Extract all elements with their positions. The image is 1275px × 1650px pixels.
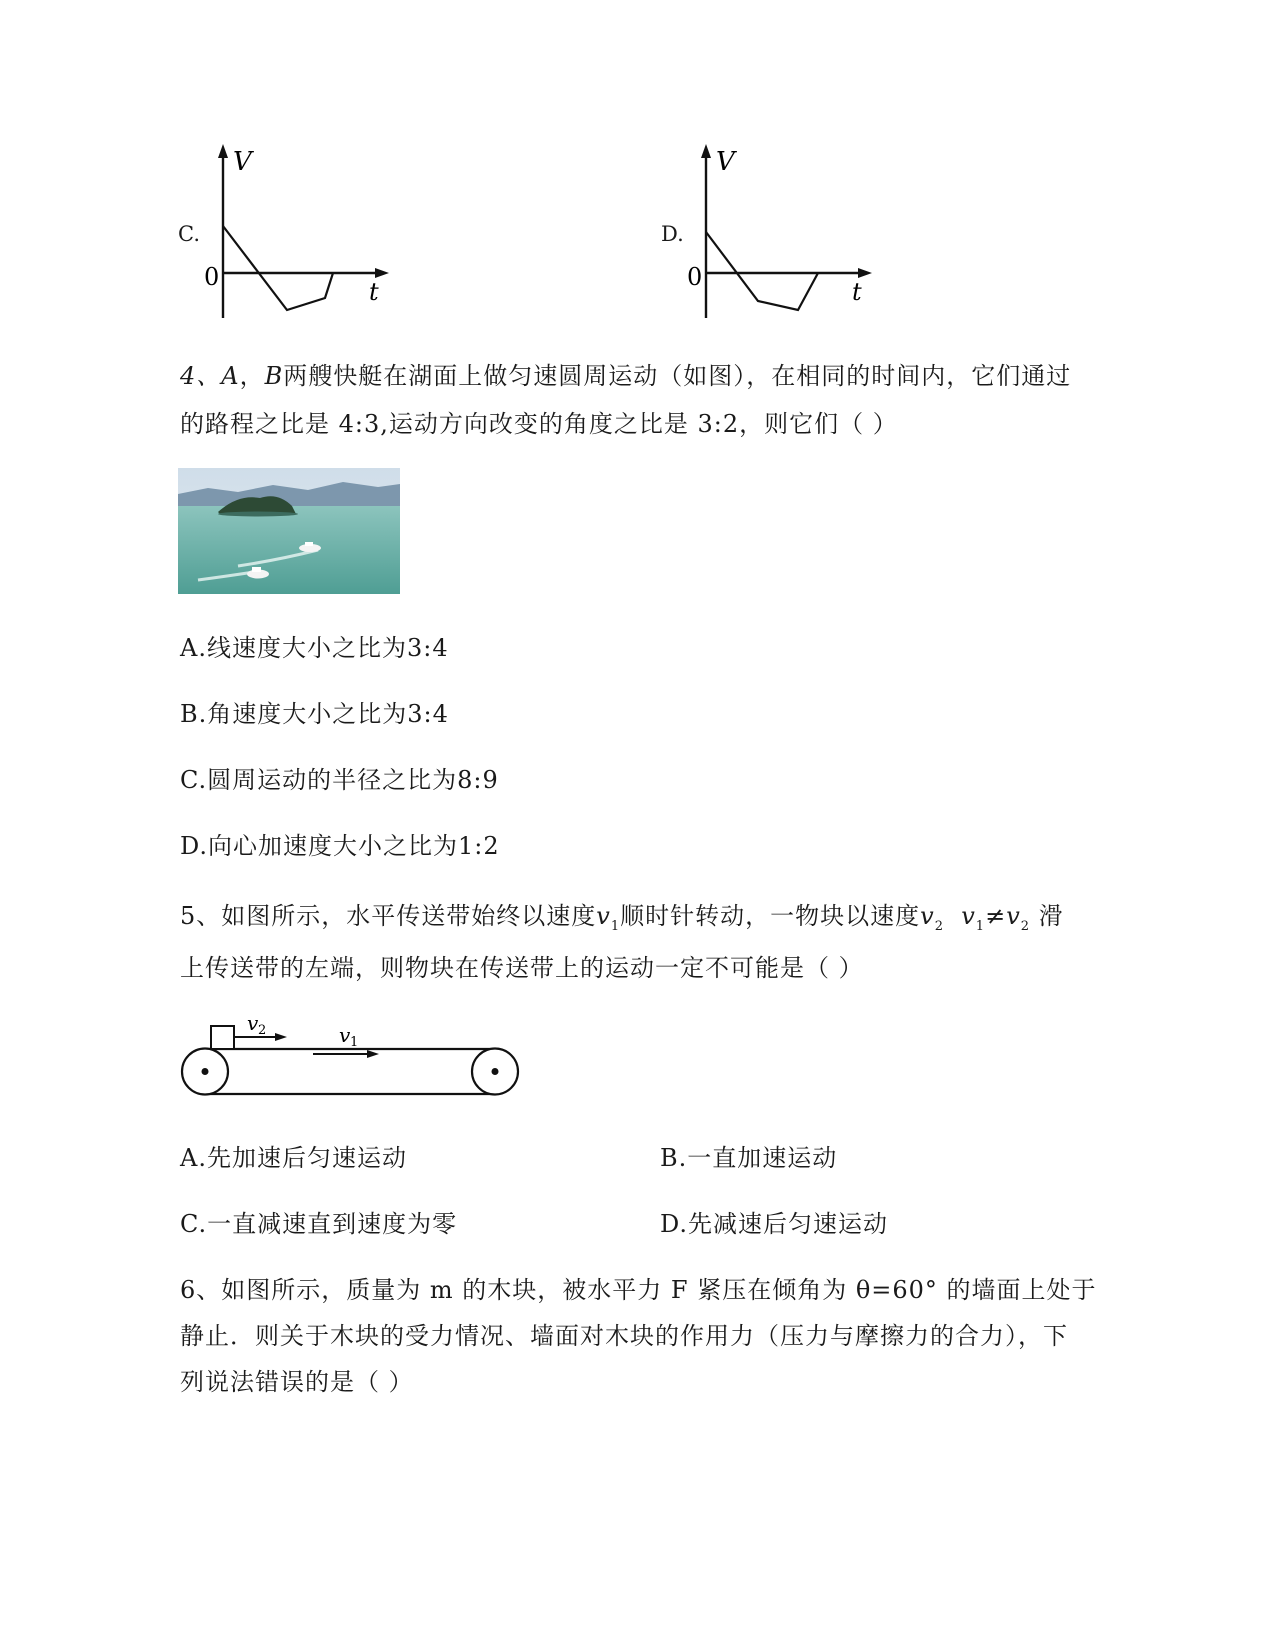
subscript: 1 xyxy=(975,918,986,934)
y-axis-label: V xyxy=(233,147,252,177)
velocity-symbol: v xyxy=(596,902,611,930)
option-d-label: D. xyxy=(661,222,684,246)
question-text: 滑 xyxy=(1038,902,1064,930)
option-c-label: C. xyxy=(178,222,200,246)
q4-option-d: D.向心加速度大小之比为1:2 xyxy=(180,832,500,860)
v1-label: v xyxy=(339,1023,351,1047)
question-number: 4、 xyxy=(180,362,222,390)
velocity-symbol: v xyxy=(1006,902,1021,930)
graph-d xyxy=(658,140,898,330)
graph-c xyxy=(175,140,415,330)
question-5-line-1 xyxy=(180,896,1064,934)
question-6-line-1: 6、如图所示，质量为 m 的木块，被水平力 F 紧压在倾角为 θ=60° 的墙面上处于 xyxy=(180,1276,1097,1304)
x-axis-label: t xyxy=(852,278,862,306)
subscript: 2 xyxy=(1020,918,1031,934)
velocity-symbol: v xyxy=(920,902,935,930)
question-4-line-2: 的路程之比是 4:3,运动方向改变的角度之比是 3:2，则它们（ ） xyxy=(180,410,898,438)
origin-label: 0 xyxy=(204,263,220,291)
boat-b-label: B xyxy=(264,362,284,390)
subscript: 2 xyxy=(934,918,944,934)
not-equal-sign: ≠ xyxy=(985,902,1007,930)
q4-option-a: A.线速度大小之比为3:4 xyxy=(180,634,449,662)
question-6-line-2: 静止．则关于木块的受力情况、墙面对木块的作用力（压力与摩擦力的合力），下 xyxy=(180,1322,1068,1350)
velocity-symbol: v xyxy=(961,902,976,930)
subscript: 1 xyxy=(610,918,621,934)
y-axis-label: V xyxy=(716,147,735,177)
q5-option-d: D.先减速后匀速运动 xyxy=(660,1210,889,1238)
origin-label: 0 xyxy=(687,263,703,291)
conveyor-belt-figure xyxy=(175,1012,525,1102)
v2-subscript: 2 xyxy=(258,1023,267,1038)
q4-option-b: B.角速度大小之比为3:4 xyxy=(180,700,449,728)
question-5-line-2: 上传送带的左端，则物块在传送带上的运动一定不可能是（ ） xyxy=(180,954,864,982)
v2-label: v xyxy=(247,1012,259,1035)
vt-graph-c xyxy=(175,140,415,330)
x-axis-label: t xyxy=(369,278,379,306)
q4-option-c: C.圆周运动的半径之比为8:9 xyxy=(180,766,499,794)
q5-option-c: C.一直减速直到速度为零 xyxy=(180,1210,458,1238)
question-4-line-1 xyxy=(180,356,1071,391)
v1-subscript: 1 xyxy=(350,1035,359,1050)
question-text: 5、如图所示，水平传送带始终以速度 xyxy=(180,902,597,930)
boat-a-label: A xyxy=(221,362,240,390)
speedboats-photo xyxy=(178,468,400,594)
question-text: 两艘快艇在湖面上做匀速圆周运动（如图），在相同的时间内，它们通过 xyxy=(283,362,1072,390)
q5-option-b: B.一直加速运动 xyxy=(660,1144,838,1172)
question-text: 顺时针转动，一物块以速度 xyxy=(620,902,921,930)
question-6-line-3: 列说法错误的是（ ） xyxy=(180,1368,414,1396)
separator: ， xyxy=(239,362,265,390)
vt-graph-d xyxy=(658,140,898,330)
q5-option-a: A.先加速后匀速运动 xyxy=(180,1144,407,1172)
